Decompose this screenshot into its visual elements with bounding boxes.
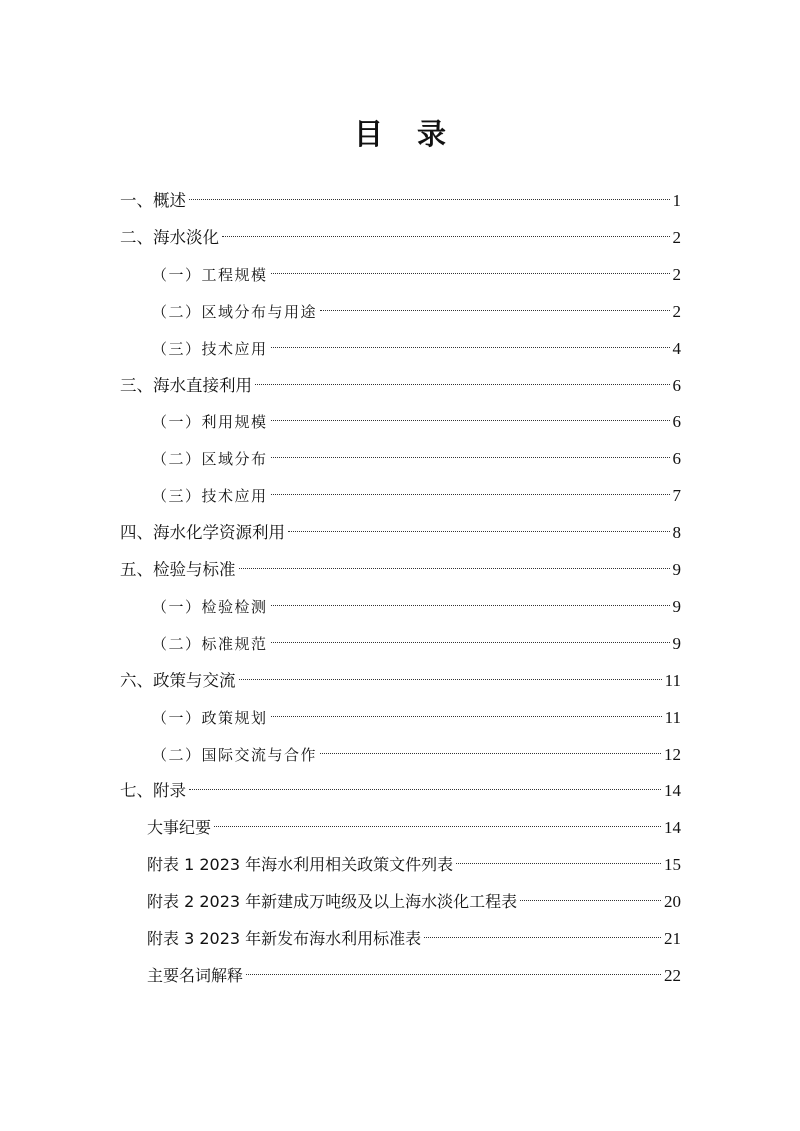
toc-entry-page-number: 9: [672, 596, 681, 616]
dot-leader: [320, 310, 669, 311]
toc-entry[interactable]: [120, 186, 681, 216]
dot-leader: [246, 974, 661, 975]
toc-entry[interactable]: [152, 260, 681, 290]
toc-entry[interactable]: [120, 518, 681, 548]
toc-entry[interactable]: [152, 703, 681, 733]
toc-entry-page-number: 11: [664, 707, 681, 727]
toc-entry-label: 三、海水直接利用: [120, 375, 252, 395]
dot-leader: [456, 863, 661, 864]
toc-entry-label: 大事纪要: [147, 818, 212, 838]
toc-entry-page-number: 12: [664, 744, 681, 764]
toc-entry-page-number: 6: [672, 412, 681, 432]
toc-entry-label: 二、海水淡化: [120, 227, 219, 247]
toc-entry-page-number: 6: [672, 449, 681, 469]
toc-entry-page-number: 15: [664, 855, 681, 875]
dot-leader: [189, 789, 661, 790]
toc-entry[interactable]: [120, 666, 681, 696]
toc-entry[interactable]: [120, 776, 681, 806]
dot-leader: [239, 679, 662, 680]
toc-entry[interactable]: [152, 297, 681, 327]
toc-entry-page-number: 7: [672, 486, 681, 506]
toc-entry-label: （一）工程规模: [152, 265, 268, 284]
dot-leader: [189, 199, 670, 200]
dot-leader: [271, 494, 670, 495]
toc-entry-label: 一、概述: [120, 191, 186, 210]
toc-entry[interactable]: [147, 813, 681, 843]
dot-leader: [271, 457, 670, 458]
dot-leader: [520, 900, 661, 901]
toc-entry-page-number: 6: [672, 375, 681, 395]
toc-entry[interactable]: [120, 371, 681, 401]
toc-entry-label: （二）区域分布: [152, 450, 268, 469]
dot-leader: [239, 568, 670, 569]
title-char-1: 目: [353, 117, 383, 151]
toc-entry-page-number: 20: [664, 892, 681, 912]
toc-entry-label: 五、检验与标准: [120, 560, 236, 579]
toc-entry-page-number: 21: [664, 929, 681, 948]
toc-entry-page-number: 1: [672, 191, 681, 210]
toc-entry-label: （二）标准规范: [152, 634, 268, 653]
dot-leader: [271, 273, 670, 274]
toc-entry[interactable]: [152, 592, 681, 622]
toc-entry[interactable]: [152, 444, 681, 474]
toc-entry-label: （一）利用规模: [152, 413, 268, 432]
toc-entry[interactable]: [152, 629, 681, 659]
dot-leader: [255, 384, 670, 385]
toc-entry-label: 附表 2 2023 年新建成万吨级及以上海水淡化工程表: [147, 892, 518, 912]
dot-leader: [271, 642, 670, 643]
toc-entry-label: （二）国际交流与合作: [152, 745, 318, 764]
dot-leader: [271, 716, 662, 717]
title-char-2: 录: [417, 117, 447, 151]
dot-leader: [320, 753, 661, 754]
toc-entry-page-number: 9: [672, 633, 681, 653]
toc-entry[interactable]: [147, 924, 681, 954]
toc-entry[interactable]: [120, 555, 681, 585]
toc-entry[interactable]: [147, 887, 681, 917]
toc-entry-label: （一）政策规划: [152, 708, 268, 727]
toc-entry-label: （二）区域分布与用途: [152, 302, 318, 321]
toc-entry-label: 七、附录: [120, 781, 186, 801]
toc-entry-page-number: 11: [664, 670, 681, 690]
page-title: [0, 112, 800, 153]
toc-entry-page-number: 2: [672, 264, 681, 284]
dot-leader: [222, 236, 670, 237]
toc-entry-label: （三）技术应用: [152, 339, 268, 358]
toc-entry-label: 附表 3 2023 年新发布海水利用标准表: [147, 929, 422, 948]
toc-entry-page-number: 2: [672, 301, 681, 321]
dot-leader: [271, 605, 670, 606]
toc-entry[interactable]: [152, 481, 681, 511]
toc-entry[interactable]: [120, 223, 681, 253]
toc-entry[interactable]: [147, 961, 681, 991]
toc-entry-page-number: 22: [664, 965, 681, 985]
toc-entry-page-number: 2: [672, 227, 681, 247]
toc-entry-label: 六、政策与交流: [120, 670, 236, 690]
toc-entry-page-number: 8: [672, 523, 681, 543]
toc-entry-page-number: 9: [672, 560, 681, 579]
dot-leader: [214, 826, 661, 827]
toc-entry[interactable]: [152, 740, 681, 770]
toc-entry-label: （三）技术应用: [152, 487, 268, 506]
toc-entry-page-number: 14: [664, 818, 681, 838]
toc-entry-label: 四、海水化学资源利用: [120, 523, 285, 543]
dot-leader: [288, 531, 670, 532]
toc-entry[interactable]: [152, 407, 681, 437]
toc-entry-page-number: 14: [664, 781, 681, 801]
dot-leader: [271, 347, 670, 348]
dot-leader: [271, 420, 670, 421]
toc-entry-label: 主要名词解释: [147, 965, 244, 985]
toc-entry[interactable]: [152, 334, 681, 364]
toc-entry-page-number: 4: [672, 338, 681, 358]
toc-entry-label: 附表 1 2023 年海水利用相关政策文件列表: [147, 855, 454, 875]
dot-leader: [424, 937, 661, 938]
toc-entry-label: （一）检验检测: [152, 597, 268, 616]
toc-entry[interactable]: [147, 850, 681, 880]
